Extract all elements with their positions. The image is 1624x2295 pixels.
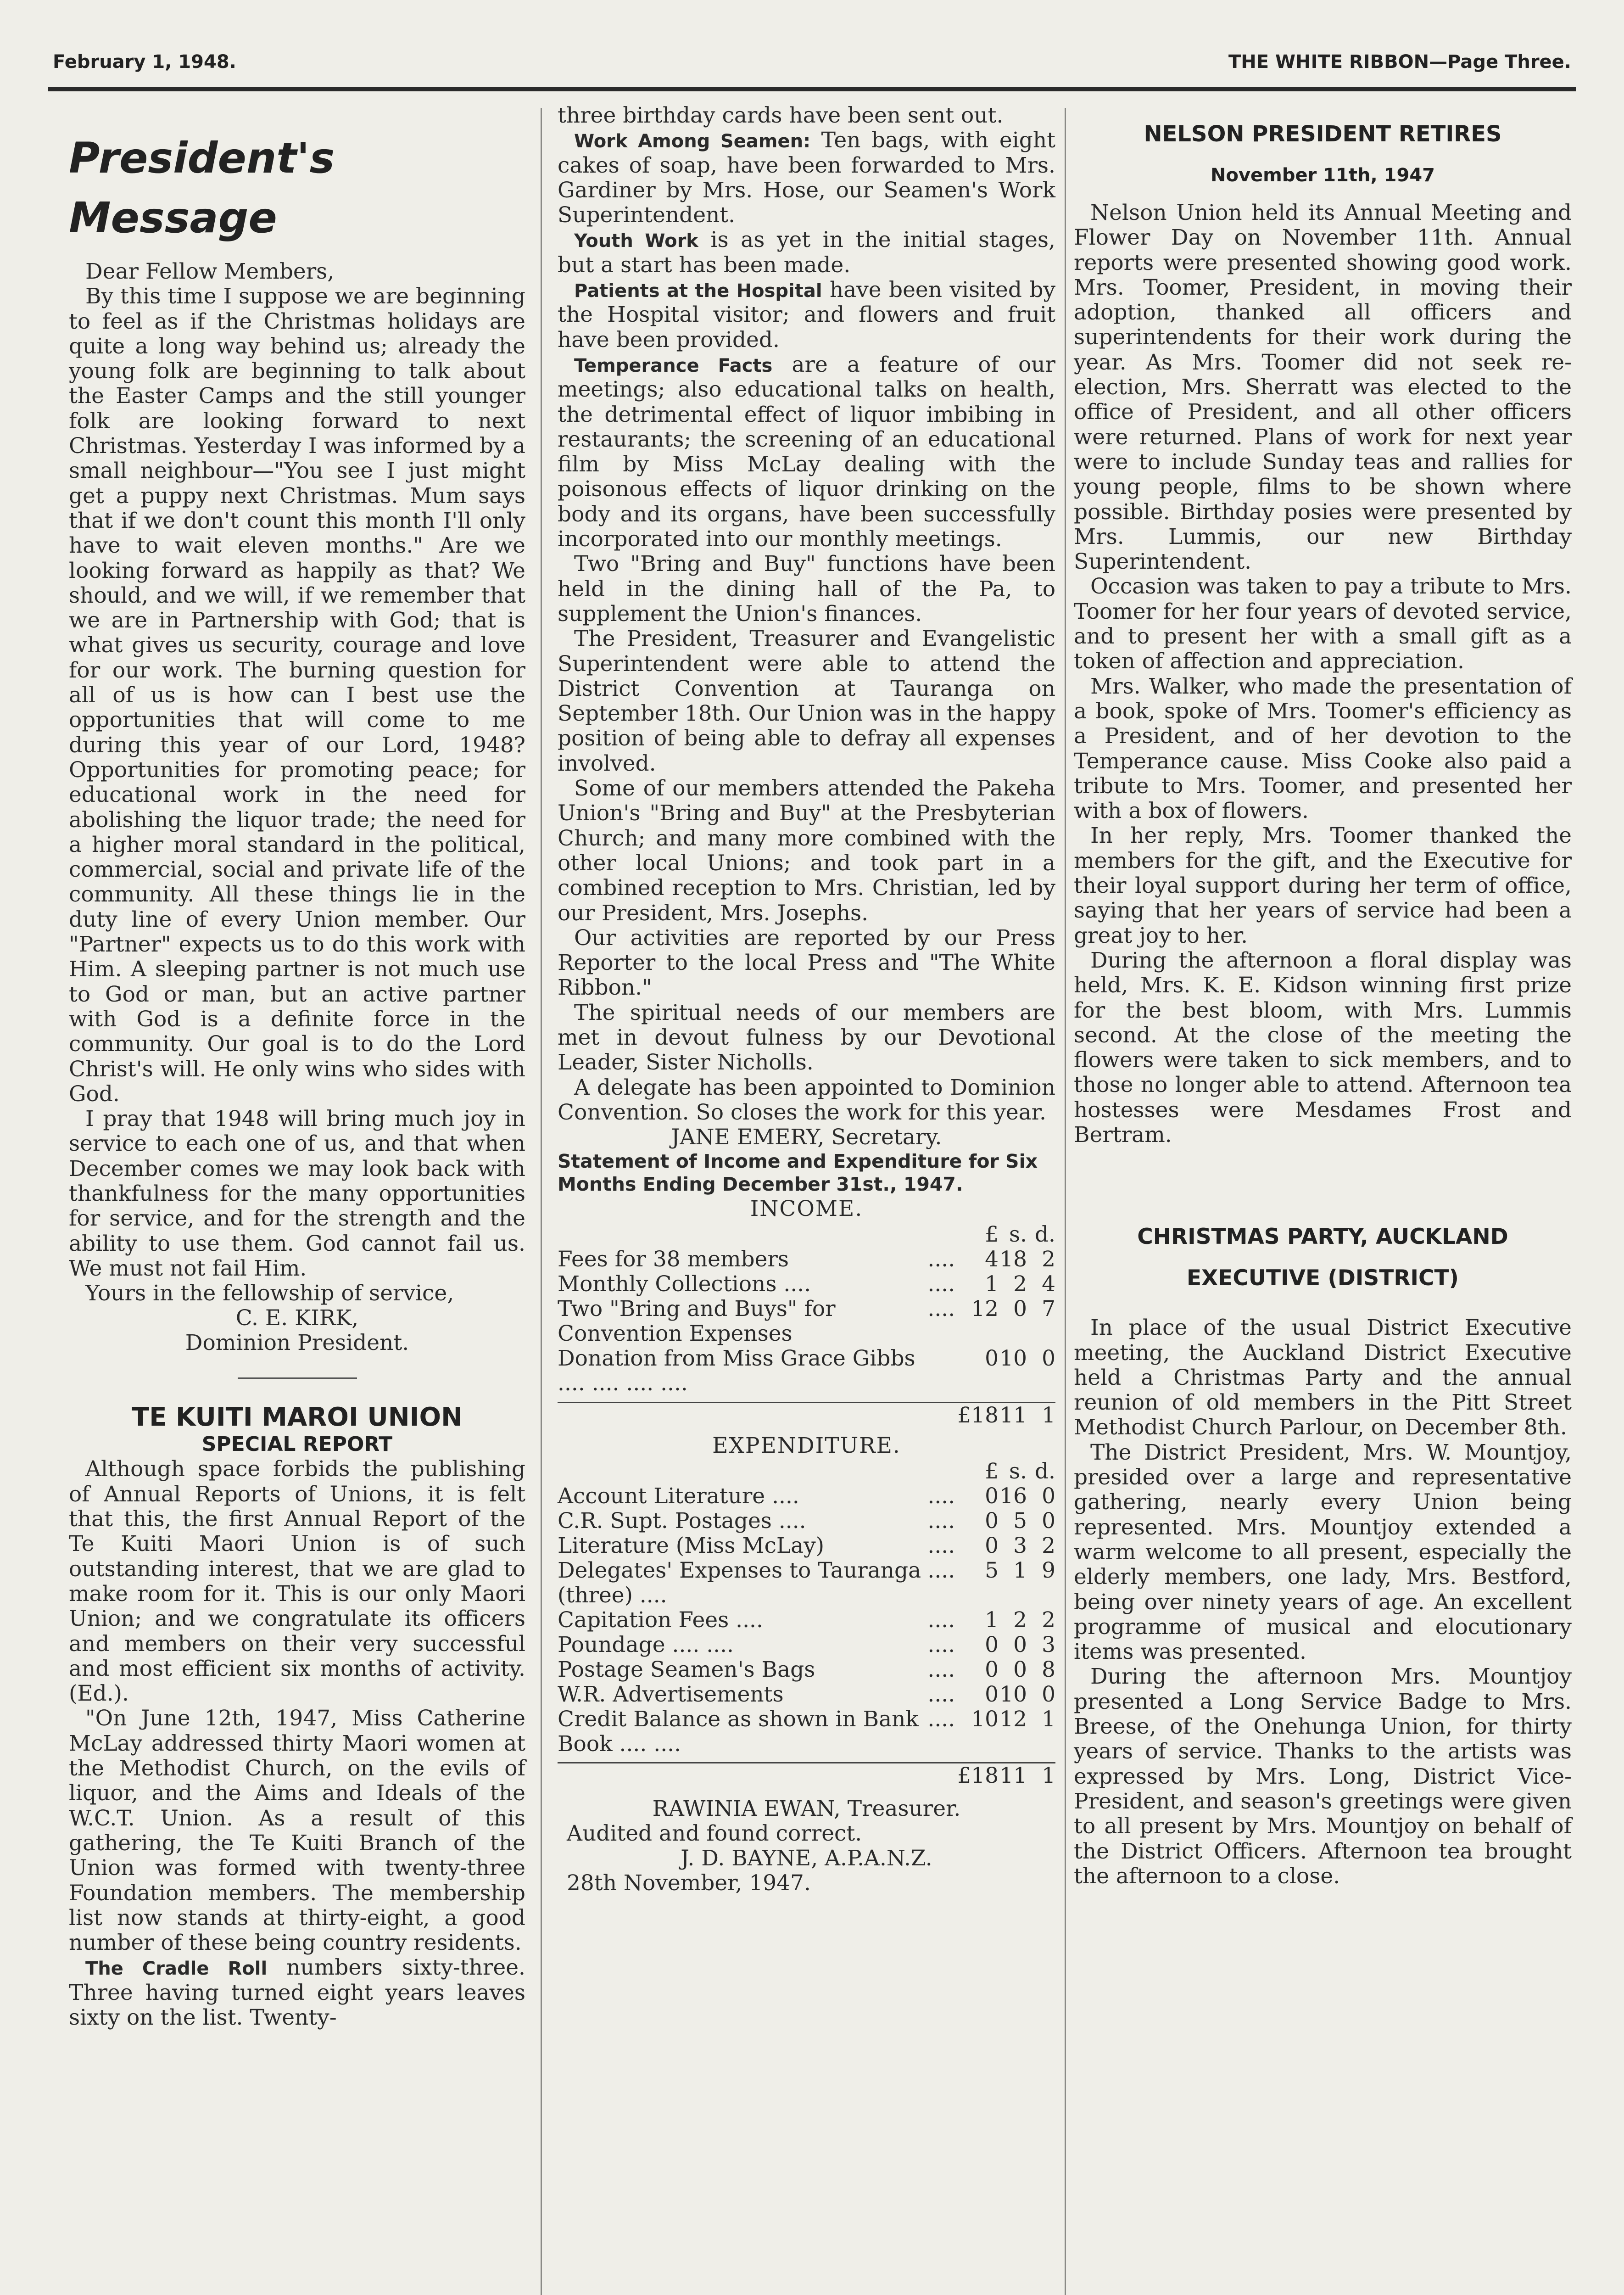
- column-divider: [541, 108, 542, 2295]
- ledger-pounds: 1: [985, 1271, 999, 1297]
- ledger-leader-dots: ....: [927, 1483, 955, 1509]
- seamen-paragraph: [558, 128, 1055, 228]
- ledger-shillings: 5: [1013, 1508, 1027, 1534]
- ledger-leader-dots: ....: [927, 1508, 955, 1534]
- nelson-p3: Mrs. Walker, who made the presentation of a book, spoke of Mrs. Toomer's efficiency as a President, and of her devotion to the Temperance cause. Miss Cooke also paid a tribute to Mrs. Toomer, and presented her with a box of flowers.: [1074, 673, 1572, 824]
- income-title: INCOME.: [750, 1196, 863, 1222]
- nelson-p4: In her reply, Mrs. Toomer thanked the members for the gift, and the Executive for their loyal support during her term of office, saying that her years of service had been a great joy to her.: [1074, 823, 1572, 948]
- signature: C. E. KIRK,: [235, 1305, 359, 1331]
- ledger-total-blank: [558, 1763, 925, 1789]
- ledger-pounds: 4: [985, 1247, 999, 1272]
- secretary-signature: JANE EMERY, Secretary.: [671, 1125, 942, 1150]
- youth-text: is as yet in the initial stages, but a start has been made.: [558, 227, 1055, 278]
- ledger-row: [558, 1657, 1055, 1682]
- header-rule: [48, 87, 1576, 91]
- ledger-item-label: Postage Seamen's Bags: [558, 1657, 815, 1682]
- te-kuiti-subtitle: SPECIAL REPORT: [201, 1433, 393, 1456]
- ledger-spacer: [558, 1757, 1055, 1763]
- ledger-leader-dots: ....: [927, 1533, 955, 1558]
- te-kuiti-title: TE KUITI MAROI UNION: [132, 1402, 463, 1433]
- seamen-lead: Work Among Seamen:: [574, 131, 811, 152]
- closing: Yours in the fellowship of service,: [85, 1281, 454, 1306]
- patients-text: have been visited by the Hospital visitor; and flowers and fruit have been provided.: [558, 277, 1055, 353]
- ledger-pounds: 0: [985, 1657, 999, 1682]
- ledger-item-label: Two "Bring and Buys" for Convention Expenses: [558, 1296, 836, 1347]
- shillings-header: s.: [1009, 1222, 1027, 1248]
- temperance-text: are a feature of our meetings; also educational talks on health, the detrimental effect of liquor imbibing in restaurants; the screening of an educational film by Miss McLay dealing with the poisonous effects of liquor drinking on the body and its organs, have been successfully incorporated into our monthly meetings.: [558, 352, 1055, 552]
- ledger-pounds: 12: [971, 1296, 999, 1322]
- press-paragraph: Our activities are reported by our Press Reporter to the local Press and "The White Ribbon.": [558, 925, 1055, 1001]
- ledger-pence: 0: [1042, 1508, 1055, 1534]
- ledger-shillings: 0: [1013, 1296, 1027, 1322]
- ledger-header-blank: [558, 1222, 925, 1247]
- ledger-pence: 2: [1042, 1533, 1055, 1558]
- pence-header: d.: [1034, 1458, 1055, 1484]
- christmas-p2: The District President, Mrs. W. Mountjoy, presided over a large and representative gathering, nearly every Union being represented. Mrs. Mountjoy extended a warm welcome to all present, especially the elderly members, one lady, Mrs. Bestford, being over ninety years of age. An excellent programme of musical and elocutionary items was presented.: [1074, 1439, 1572, 1665]
- temperance-lead: Temperance Facts: [574, 355, 773, 376]
- christmas-p1: In place of the usual District Executive meeting, the Auckland District Executive held a Christmas Party and the annual reunion of old members in the Pitt Street Methodist Church Parlour, on December 8th.: [1074, 1315, 1572, 1440]
- ledger-row: [558, 1346, 1055, 1396]
- issue-date: February 1, 1948.: [53, 51, 236, 73]
- ledger-row: [558, 1484, 1055, 1509]
- ledger-pounds: 0: [985, 1632, 999, 1657]
- ledger-leader-dots: ....: [927, 1296, 955, 1322]
- ledger-header-blank: [925, 1459, 957, 1484]
- ledger-pence: 2: [1042, 1247, 1055, 1272]
- ledger-item-label: Delegates' Expenses to Tauranga (three) ....: [558, 1557, 921, 1608]
- ledger-row: [558, 1534, 1055, 1558]
- column-divider: [1065, 108, 1066, 2295]
- ledger-pence: 8: [1042, 1657, 1055, 1682]
- ledger-header-row: [558, 1222, 1055, 1247]
- expenditure-title: EXPENDITURE.: [712, 1433, 901, 1458]
- nelson-p5: During the afternoon a floral display was held, Mrs. K. E. Kidson winning first prize for the best bloom, with Mrs. Lummis second. At the close of the meeting the flowers were taken to sick members, and to those no longer able to attend. Afternoon tea hostesses were Mesdames Frost and Bertram.: [1074, 947, 1572, 1148]
- message-body: By this time I suppose we are beginning to feel as if the Christmas holidays are quite a long way behind us; already the young folk are beginning to talk about the Easter Camps and the still younger folk are looking forward to next Christmas. Yesterday I was informed by a small neighbour—"You see I just might get a puppy next Christmas. Mum says that if we don't count this month I'll only have to wait eleven months." Are we looking forward as happily as that? We should, and we will, if we remember that we are in Partnership with God; that is what gives us security, courage and love for our work. The burning question for all of us is how can I best use the opportunities that will come to me during this year of our Lord, 1948? Opportunities for promoting peace; for educational work in the need for abolishing the liquor trade; the need for a higher moral standard in the political, commercial, social and private life of the community. All these things lie in the duty line of every Union member. Our "Partner" expects us to do this work with Him. A sleeping partner is not much use to God or man, but an active partner with God is a definite force in the community. Our goal is to do the Lord Christ's will. He only wins who sides with God.: [69, 284, 525, 1107]
- nelson-title: NELSON PRESIDENT RETIRES: [1144, 121, 1502, 147]
- ledger-total-blank: [925, 1402, 957, 1428]
- ledger-leader-dots: ....: [927, 1607, 955, 1633]
- ledger-item-label: Monthly Collections ....: [558, 1271, 811, 1297]
- ledger-total-blank: [925, 1763, 957, 1789]
- ledger-total-pounds: £18: [957, 1763, 999, 1789]
- ledger-shillings: 0: [1013, 1632, 1027, 1657]
- audit-date: 28th November, 1947.: [567, 1870, 811, 1896]
- nelson-p1: Nelson Union held its Annual Meeting and Flower Day on November 11th. Annual reports were presented showing good work. Mrs. Toomer, President, in moving their adoption, thanked all officers and superintendents for their work during the year. As Mrs. Toomer did not seek re-election, Mrs. Sherratt was elected to the office of President, and all other officers were returned. Plans of work for next year were to include Sunday teas and rallies for young people, films to be shown where possible. Birthday posies were presented by Mrs. Lummis, our new Birthday Superintendent.: [1074, 200, 1572, 575]
- ledger-pounds: 1: [985, 1607, 999, 1633]
- te-kuiti-p3: three birthday cards have been sent out.: [558, 103, 1004, 128]
- ledger-spacer: [558, 1396, 1055, 1402]
- temperance-paragraph: [558, 353, 1055, 552]
- cradle-roll-lead: The Cradle Roll: [85, 1958, 268, 1980]
- expenditure-table: [558, 1459, 1055, 1789]
- ledger-row: [558, 1682, 1055, 1707]
- ledger-row: [558, 1509, 1055, 1534]
- ledger-shillings: 0: [1013, 1657, 1027, 1682]
- column-2: [558, 103, 1055, 2295]
- ledger-pence: 9: [1042, 1557, 1055, 1583]
- ledger-pounds: 0: [985, 1483, 999, 1509]
- youth-lead: Youth Work: [574, 230, 698, 252]
- ledger-leader-dots: ....: [927, 1271, 955, 1297]
- shillings-header: s.: [1009, 1458, 1027, 1484]
- ledger-shillings: 12: [999, 1706, 1027, 1732]
- ledger-leader-dots: ....: [927, 1247, 955, 1272]
- auditor-signature: J. D. BAYNE, A.P.A.N.Z.: [681, 1846, 932, 1871]
- ledger-row: [558, 1247, 1055, 1272]
- seamen-text: Ten bags, with eight cakes of soap, have been forwarded to Mrs. Gardiner by Mrs. Hose, our Seamen's Work Superintendent.: [558, 128, 1055, 228]
- ledger-pounds: 0: [985, 1533, 999, 1558]
- ledger-item-label: Account Literature ....: [558, 1483, 799, 1509]
- ledger-shillings: 3: [1013, 1533, 1027, 1558]
- statement-title: Statement of Income and Expenditure for Six Months Ending December 31st., 1947.: [558, 1150, 1038, 1196]
- ledger-item-label: Poundage .... ....: [558, 1632, 734, 1657]
- column-3: [1074, 103, 1572, 2295]
- ledger-row: [558, 1633, 1055, 1657]
- message-body-2: I pray that 1948 will bring much joy in service to each one of us, and that when December comes we may look back with thankfulness for the many opportunities for service, and for the strength and the ability to use them. God cannot fail us. We must not fail Him.: [69, 1106, 525, 1281]
- ledger-pence: 7: [1042, 1296, 1055, 1322]
- spiritual-paragraph: The spiritual needs of our members are met in devout fulness by our Devotional Leader, Sister Nicholls.: [558, 1000, 1055, 1075]
- audited-note: Audited and found correct.: [567, 1821, 862, 1847]
- ledger-shillings: 16: [999, 1483, 1027, 1509]
- ledger-pence: 0: [1042, 1483, 1055, 1509]
- income-table: [558, 1222, 1055, 1428]
- section-divider: [238, 1377, 357, 1379]
- ledger-row: [558, 1297, 1055, 1346]
- bring-buy-paragraph: Two "Bring and Buy" functions have been held in the dining hall of the Pa, to supplement the Union's finances.: [558, 551, 1055, 627]
- ledger-row: [558, 1707, 1055, 1757]
- ledger-total-shillings: 11: [999, 1763, 1027, 1789]
- pakeha-paragraph: Some of our members attended the Pakeha Union's "Bring and Buy" at the Presbyterian Church; and many more combined with the other local Unions; and took part in a combined reception to Mrs. Christian, led by our President, Mrs. Josephs.: [558, 776, 1055, 926]
- te-kuiti-p1: "On June 12th, 1947, Miss Catherine McLay addressed thirty Maori women at the Methodist Church, on the evils of liquor, and the Aims and Ideals of the W.C.T. Union. As a result of this gathering, the Te Kuiti Branch of the Union was formed with twenty-three Foundation members. The membership list now stands at thirty-eight, a good number of these being country residents.: [69, 1706, 525, 1956]
- ledger-total-row: [558, 1763, 1055, 1789]
- cradle-roll-text: numbers sixty-three. Three having turned eight years leaves sixty on the list. Twenty-: [69, 1955, 525, 2030]
- christmas-title-2: EXECUTIVE (DISTRICT): [1186, 1265, 1459, 1291]
- christmas-p3: During the afternoon Mrs. Mountjoy presented a Long Service Badge to Mrs. Breese, of the Onehunga Union, for thirty years of service. Thanks to the artists was expressed by Mrs. Long, District Vice-President, and season's greetings were given to all present by Mrs. Mountjoy on behalf of the District Officers. Afternoon tea brought the afternoon to a close.: [1074, 1664, 1572, 1889]
- ledger-row: [558, 1558, 1055, 1608]
- ledger-pounds: 0: [985, 1346, 999, 1371]
- ledger-pence: 3: [1042, 1632, 1055, 1657]
- ledger-total-blank: [558, 1402, 925, 1428]
- nelson-p2: Occasion was taken to pay a tribute to Mrs. Toomer for her four years of devoted service, and to present her with a small gift as a token of affection and appreciation.: [1074, 574, 1572, 674]
- ledger-shillings: 18: [999, 1247, 1027, 1272]
- page-title: THE WHITE RIBBON—Page Three.: [1228, 51, 1571, 73]
- ledger-item-label: Literature (Miss McLay): [558, 1533, 825, 1558]
- ledger-pence: 0: [1042, 1681, 1055, 1707]
- patients-lead: Patients at the Hospital: [574, 280, 822, 302]
- ledger-header-blank: [925, 1222, 957, 1247]
- column-1: [69, 103, 525, 2295]
- ledger-pence: 0: [1042, 1346, 1055, 1371]
- ledger-shillings: 2: [1013, 1607, 1027, 1633]
- ledger-shillings: 10: [999, 1681, 1027, 1707]
- ledger-total-pence: 1: [1027, 1763, 1055, 1789]
- pounds-header: £: [985, 1458, 999, 1484]
- ledger-leader-dots: ....: [927, 1681, 955, 1707]
- ledger-total-row: [558, 1402, 1055, 1428]
- ledger-pence: 1: [1042, 1706, 1055, 1732]
- ledger-item-label: Donation from Miss Grace Gibbs .... .... .... ....: [558, 1346, 915, 1396]
- ledger-item-label: C.R. Supt. Postages ....: [558, 1508, 806, 1534]
- ledger-pence: 2: [1042, 1607, 1055, 1633]
- ledger-shillings: 10: [999, 1346, 1027, 1371]
- ledger-leader-dots: ....: [927, 1632, 955, 1657]
- signature-title: Dominion President.: [185, 1330, 409, 1356]
- ledger-total-shillings: 11: [999, 1402, 1027, 1428]
- ledger-item-label: Capitation Fees ....: [558, 1607, 763, 1633]
- page-header: [53, 36, 1571, 73]
- ledger-header-row: [558, 1459, 1055, 1484]
- treasurer-signature: RAWINIA EWAN, Treasurer.: [652, 1796, 961, 1822]
- editor-note: Although space forbids the publishing of Annual Reports of Unions, it is felt that this, the first Annual Report of the Te Kuiti Maori Union is of such outstanding interest, that we are glad to make room for it. This is our only Maori Union; and we congratulate its officers and members on their very successful and most efficient six months of activity. (Ed.).: [69, 1456, 525, 1707]
- christmas-title-1: CHRISTMAS PARTY, AUCKLAND: [1137, 1224, 1508, 1250]
- salutation: Dear Fellow Members,: [85, 259, 335, 284]
- youth-paragraph: [558, 228, 1055, 278]
- ledger-pence: 4: [1042, 1271, 1055, 1297]
- ledger-leader-dots: ....: [927, 1706, 955, 1732]
- ledger-row: [558, 1608, 1055, 1633]
- nelson-date: November 11th, 1947: [1211, 165, 1435, 186]
- ledger-header-blank: [558, 1459, 925, 1484]
- ledger-leader-dots: ....: [927, 1557, 955, 1583]
- presidents-message-title: President's Message: [69, 134, 335, 242]
- convention-paragraph: The President, Treasurer and Evangelistic Superintendent were able to attend the District Convention at Tauranga on September 18th. Our Union was in the happy position of being able to defray all expenses involved.: [558, 626, 1055, 776]
- ledger-item-label: Credit Balance as shown in Bank Book .... ....: [558, 1706, 919, 1757]
- patients-paragraph: [558, 278, 1055, 353]
- ledger-pounds: 5: [985, 1557, 999, 1583]
- ledger-leader-dots: ....: [927, 1657, 955, 1682]
- ledger-total-pounds: £18: [957, 1402, 999, 1428]
- delegate-paragraph: A delegate has been appointed to Dominion Convention. So closes the work for this year.: [558, 1075, 1055, 1125]
- ledger-pounds: 0: [985, 1681, 999, 1707]
- ledger-shillings: 1: [1013, 1557, 1027, 1583]
- ledger-item-label: W.R. Advertisements: [558, 1681, 784, 1707]
- ledger-row: [558, 1272, 1055, 1297]
- ledger-leader-dots: [925, 1346, 957, 1396]
- pence-header: d.: [1034, 1222, 1055, 1248]
- ledger-item-label: Fees for 38 members: [558, 1247, 789, 1272]
- pounds-header: £: [985, 1222, 999, 1248]
- cradle-roll-paragraph: [69, 1955, 525, 2030]
- ledger-total-pence: 1: [1027, 1402, 1055, 1428]
- ledger-shillings: 2: [1013, 1271, 1027, 1297]
- ledger-pounds: 0: [985, 1508, 999, 1534]
- ledger-pounds: 10: [971, 1706, 999, 1732]
